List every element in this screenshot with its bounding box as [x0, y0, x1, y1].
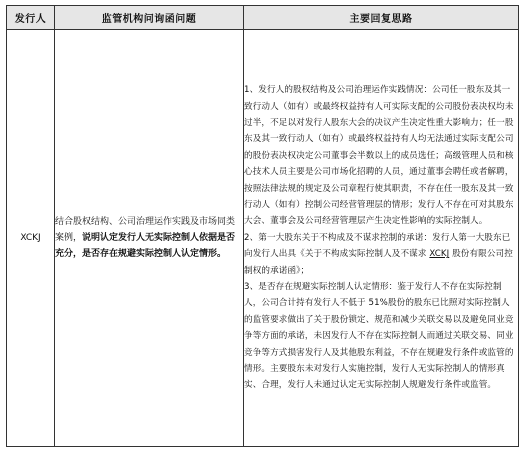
answer-point-2-text: 2、第一大股东关于不构成及不谋求控制的承诺：发行人第一大股东已向发行人出具《关于不构成实际控制人及不谋求 [244, 232, 511, 260]
header-question: 监管机构问询函问题 [55, 6, 244, 30]
question-cell [55, 30, 244, 447]
question-text: 结合股权结构、公司治理运作实践及市场同类案例， [55, 217, 236, 243]
header-row [7, 6, 519, 30]
company-name-underlined: XCKJ [429, 249, 450, 260]
answer-cell [244, 30, 519, 447]
table-row [7, 30, 519, 447]
answer-point-2-tail: 股份有限公司控制权的承诺函》； [244, 249, 513, 276]
answer-point-2 [244, 230, 518, 279]
review-table [6, 5, 519, 447]
answer-point-3: 3、是否存在规避实际控制人认定情形：鉴于发行人不存在实际控制人，公司合计持有发行人不低于 51%股份的股东已比照对实际控制人的监管要求做出了关于股份锁定、规范和减少关联交易以及避免同业竞争等方面的承诺，未因发行人不存在实际控制人而通过关联交易、同业竞争等方式损害发行人及其他股东利益，不存在规避发行条件或监管的情形。主要股东未对发行人实施控制，发行人无实际控制人的情形真实、合理，发行人未通过认定无实际控制人规避发行条件或监管。 [244, 282, 514, 391]
header-answer: 主要回复思路 [244, 6, 519, 30]
question-emphasis: 说明认定发行人无实际控制人依据是否充分，是否存在规避实际控制人认定情形。 [55, 233, 236, 259]
answer-point-1: 1、发行人的股权结构及公司治理运作实践情况：公司任一股东及其一致行动人（如有）或最终权益持有人可实际支配的公司股份表决权均未过半，不足以对发行人股东大会的决议产生决定性重大影响力；任一股东及其一致行动人（如有）或最终权益持有人均无法通过实际支配公司的股份表决权决定公司董事会半数以上的成员选任；高级管理人员和核心技术人员主要是公司市场化招聘的人员，通过董事会聘任或者解聘，按照法律法规的规定及公司章程行使其职责，不存在任一股东及其一致行动人（如有）控制公司经营管理层的情形；发行人不存在可对其股东大会、董事会及公司经营管理层产生决定性影响的实际控制人。 [244, 85, 514, 227]
issuer-cell: XCKJ [7, 30, 55, 447]
header-issuer: 发行人 [7, 6, 55, 30]
